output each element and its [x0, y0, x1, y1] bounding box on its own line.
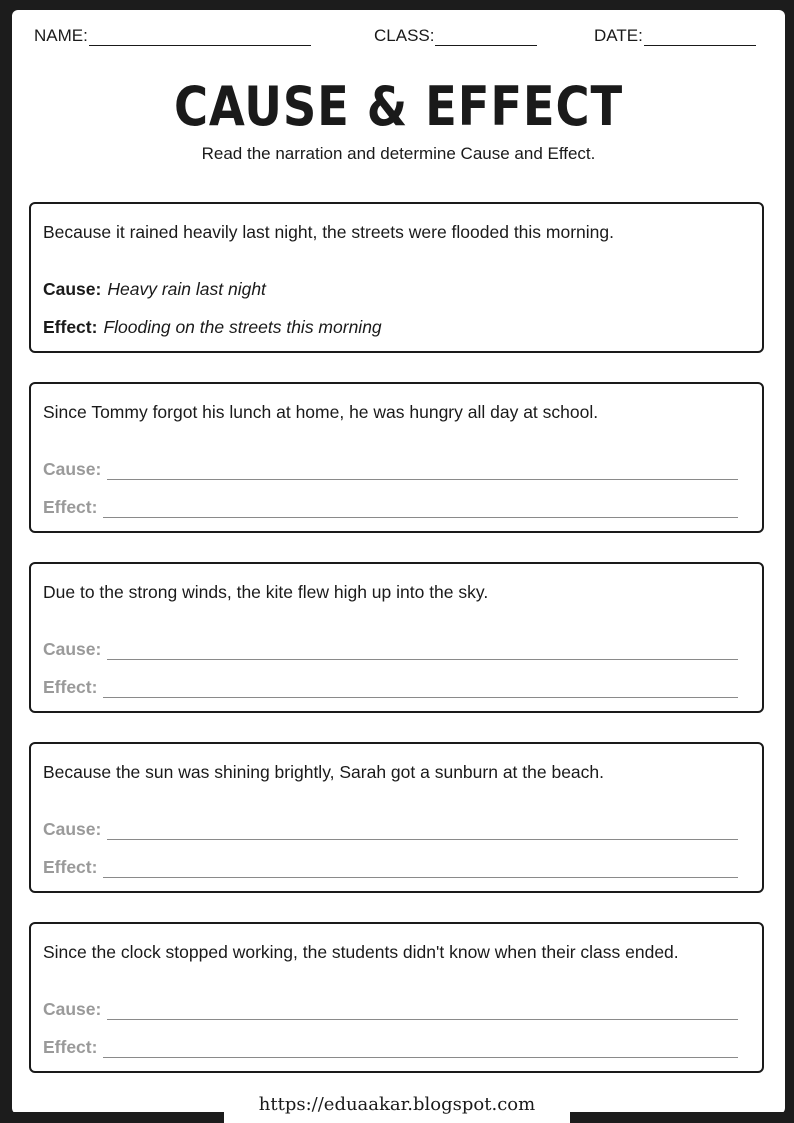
question-box-3	[29, 562, 764, 713]
page-title: CAUSE & EFFECT	[173, 75, 624, 138]
effect-label: Effect:	[43, 857, 98, 877]
page-subtitle: Read the narration and determine Cause and Effect.	[201, 144, 596, 163]
effect-label: Effect:	[43, 677, 98, 697]
class-label: CLASS:	[374, 26, 435, 45]
effect-answer-3	[43, 674, 738, 698]
effect-answer-2	[43, 494, 738, 518]
cause-label: Cause:	[43, 819, 102, 839]
sentence-2: Since Tommy forgot his lunch at home, he was hungry all day at school.	[43, 402, 599, 422]
question-box-2	[29, 382, 764, 533]
effect-value-1: Flooding on the streets this morning	[103, 317, 382, 337]
sentence-3: Due to the strong winds, the kite flew high up into the sky.	[43, 582, 489, 602]
cause-label: Cause:	[43, 459, 102, 479]
name-label: NAME:	[34, 26, 88, 45]
effect-blank-line-5[interactable]	[103, 1039, 738, 1058]
footer-url[interactable]: https://eduaakar.blogspot.com	[224, 1092, 570, 1123]
effect-label: Effect:	[43, 317, 98, 337]
sentence-5: Since the clock stopped working, the students didn't know when their class ended.	[43, 942, 679, 962]
cause-blank-line-2[interactable]	[107, 461, 738, 480]
effect-answer-5	[43, 1034, 738, 1058]
class-field[interactable]	[374, 26, 537, 46]
cause-blank-line-3[interactable]	[107, 641, 738, 660]
effect-answer-1	[43, 314, 738, 338]
question-box-4	[29, 742, 764, 893]
cause-answer-4	[43, 816, 738, 840]
header-fields	[12, 26, 785, 50]
cause-blank-line-4[interactable]	[107, 821, 738, 840]
effect-blank-line-2[interactable]	[103, 499, 738, 518]
class-blank-line[interactable]	[435, 27, 537, 46]
date-label: DATE:	[594, 26, 643, 45]
worksheet-page	[12, 10, 785, 1114]
effect-blank-line-3[interactable]	[103, 679, 738, 698]
question-box-1	[29, 202, 764, 353]
effect-answer-4	[43, 854, 738, 878]
cause-value-1: Heavy rain last night	[107, 279, 266, 299]
sentence-4: Because the sun was shining brightly, Sarah got a sunburn at the beach.	[43, 762, 605, 782]
date-blank-line[interactable]	[644, 27, 756, 46]
date-field[interactable]	[594, 26, 756, 46]
footer-bar-left	[12, 1112, 224, 1123]
question-box-5	[29, 922, 764, 1073]
cause-label: Cause:	[43, 279, 102, 299]
effect-label: Effect:	[43, 497, 98, 517]
footer-bar-right	[570, 1112, 785, 1123]
cause-label: Cause:	[43, 639, 102, 659]
cause-label: Cause:	[43, 999, 102, 1019]
effect-label: Effect:	[43, 1037, 98, 1057]
sentence-1: Because it rained heavily last night, the streets were flooded this morning.	[43, 222, 615, 242]
cause-blank-line-5[interactable]	[107, 1001, 738, 1020]
cause-answer-3	[43, 636, 738, 660]
name-blank-line[interactable]	[89, 27, 311, 46]
cause-answer-1	[43, 276, 738, 300]
name-field[interactable]	[34, 26, 311, 46]
cause-answer-5	[43, 996, 738, 1020]
effect-blank-line-4[interactable]	[103, 859, 738, 878]
cause-answer-2	[43, 456, 738, 480]
